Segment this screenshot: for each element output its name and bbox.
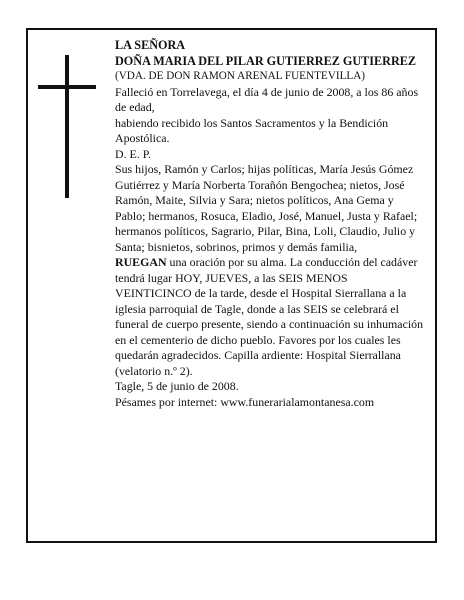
sacraments-line: habiendo recibido los Santos Sacramentos y la Bendición Apostólica.: [115, 115, 389, 145]
funeral-details-text: una oración por su alma. La conducción del cadáver tendrá lugar HOY, JUEVES, a las SEIS MENOS VEINTICINCO de la tarde, desde el Hospital Sierrallana a la iglesia parroquial de Tagle, donde a las SEIS se celebrará el funeral de cuerpo presente, siendo a continuación su inhumación en el cementerio de dicho pueblo. Favores por los cuales les quedarán agradecidos. Capilla ardiente: Hospital Sierrallana (velatorio n.º 2).: [115, 255, 424, 378]
notice-title: LA SEÑORA: [115, 38, 186, 52]
condolences-line: Pésames por internet: www.funerarialamontanesa.com: [115, 394, 375, 409]
death-info: Falleció en Torrelavega, el día 4 de junio de 2008, a los 86 años de edad,: [115, 84, 419, 114]
widow-of-line: (VDA. DE DON RAMON ARENAL FUENTEVILLA): [115, 70, 366, 82]
cross-icon: [38, 55, 96, 198]
obituary-text: [115, 38, 425, 410]
cross-horizontal-bar: [38, 85, 96, 89]
family-members: Sus hijos, Ramón y Carlos; hijas políticas, María Jesús Gómez Gutiérrez y María Norberta Torañón Bengochea; nietos, José Ramón, Maite, Silvia y Sara; nietos políticos, Ana Gema y Pablo; hermanos, Rosuca, Eladio, José, Manuel, Justa y Rafael; hermanos políticos, Sagrario, Pilar, Bina, Loli, Claudio, Julio y Santa; bisnietos, sobrinos, primos y demás familia,: [115, 162, 418, 254]
funeral-details: [115, 255, 425, 379]
place-date: Tagle, 5 de junio de 2008.: [115, 379, 239, 393]
request-verb: RUEGAN: [115, 255, 167, 269]
deceased-name: DOÑA MARIA DEL PILAR GUTIERREZ GUTIERREZ: [115, 53, 417, 68]
rest-in-peace: D. E. P.: [115, 146, 152, 161]
cross-vertical-bar: [65, 55, 69, 198]
